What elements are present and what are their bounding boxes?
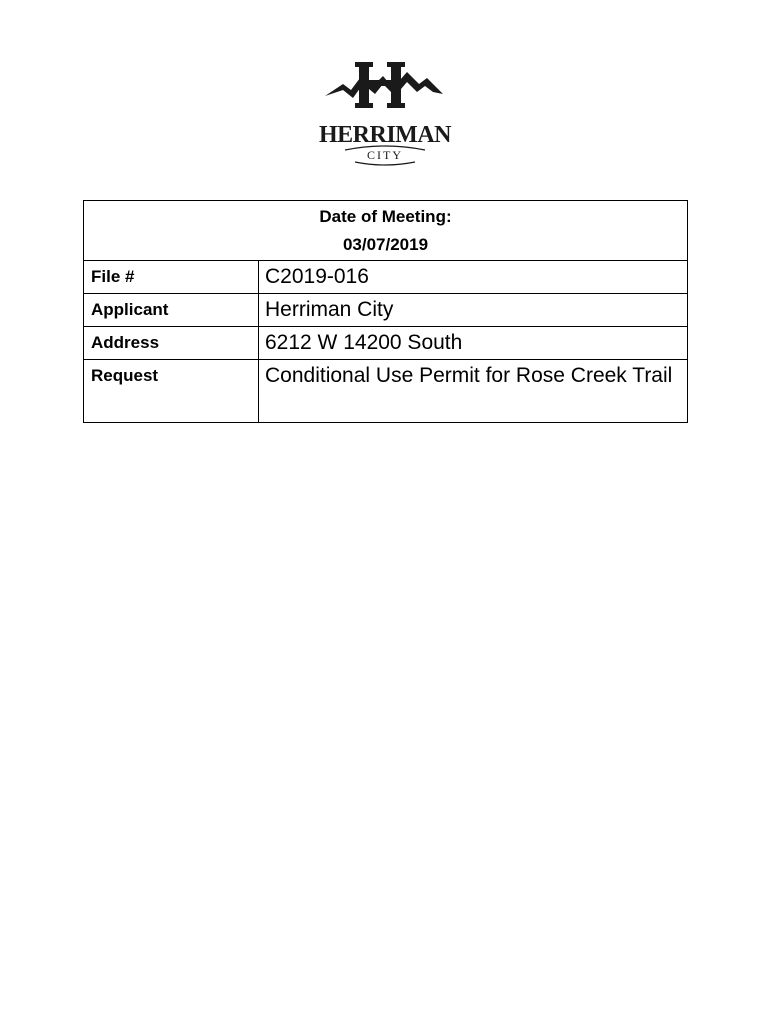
address-value: 6212 W 14200 South — [259, 327, 688, 360]
meeting-header-cell — [84, 201, 688, 261]
meeting-date-label: Date of Meeting: — [319, 207, 452, 226]
logo-wordmark: HERRIMAN — [319, 122, 451, 148]
mountain-h-icon — [315, 58, 455, 170]
table-row — [84, 294, 688, 327]
file-number-value: C2019-016 — [259, 261, 688, 294]
logo-subname: CITY — [367, 148, 403, 162]
table-row — [84, 360, 688, 423]
applicant-label: Applicant — [84, 294, 259, 327]
meeting-date-value: 03/07/2019 — [342, 235, 429, 254]
request-value: Conditional Use Permit for Rose Creek Trail — [259, 360, 688, 423]
herriman-city-logo — [315, 58, 455, 170]
table-row — [84, 327, 688, 360]
applicant-value: Herriman City — [259, 294, 688, 327]
request-label: Request — [84, 360, 259, 423]
meeting-info-table — [83, 200, 688, 423]
file-number-label: File # — [84, 261, 259, 294]
address-label: Address — [84, 327, 259, 360]
table-row — [84, 261, 688, 294]
